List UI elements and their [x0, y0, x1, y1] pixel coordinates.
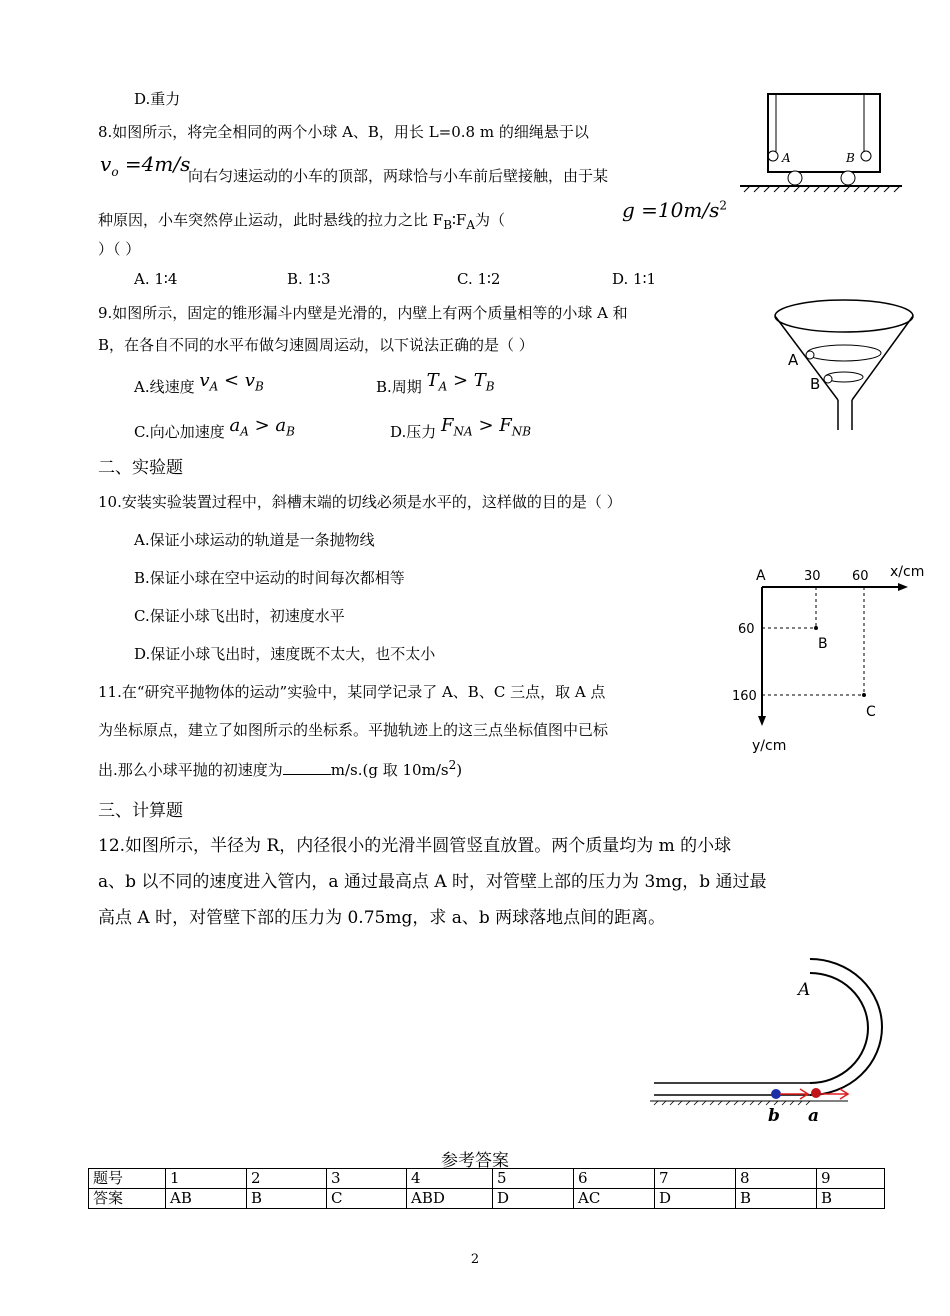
table-cell: 5 [493, 1169, 574, 1189]
table-cell: 9 [817, 1169, 885, 1189]
q11-coordinate-figure [728, 560, 943, 760]
q7-option-d: D.重力 [134, 90, 181, 108]
q10-option-c: C.保证小球飞出时，初速度水平 [134, 607, 345, 625]
table-cell: D [493, 1189, 574, 1209]
table-cell: 题号 [89, 1169, 166, 1189]
table-cell: 8 [736, 1169, 817, 1189]
section-calculation-heading: 三、计算题 [98, 801, 183, 821]
q12-fig-label-top: A [798, 980, 811, 1000]
q9-option-c: C.向心加速度 $a_A > a_B$ [134, 415, 295, 441]
q9-option-a: A.线速度 $v_A < v_B$ [134, 370, 264, 396]
answer-table [88, 1168, 885, 1209]
answers-title: 参考答案 [441, 1151, 509, 1171]
q8-cart-figure [740, 90, 910, 195]
q9-line1: 9.如图所示，固定的锥形漏斗内壁是光滑的，内壁上有两个质量相等的小球 A 和 [98, 304, 628, 322]
q11-fig-point-c: C [866, 704, 876, 720]
table-cell: C [327, 1189, 407, 1209]
table-cell: B [736, 1189, 817, 1209]
q11-fig-yaxis: y/cm [752, 738, 787, 754]
q11-answer-blank [283, 760, 331, 775]
q11-fig-x60: 60 [852, 569, 869, 584]
q12-line2: a、b 以不同的速度进入管内，a 通过最高点 A 时，对管壁上部的压力为 3mg，b 通过最 [98, 872, 767, 892]
q8-option-b: B. 1∶3 [287, 270, 331, 288]
q9-funnel-figure [772, 298, 922, 433]
table-cell: 3 [327, 1169, 407, 1189]
q8-fig-label-b: B [846, 151, 855, 165]
q10-option-d: D.保证小球飞出时，速度既不太大，也不太小 [134, 645, 436, 663]
q8-fig-label-a: A [782, 151, 791, 165]
table-cell: 4 [407, 1169, 493, 1189]
page-number: 2 [470, 1252, 480, 1267]
q9-option-d: D.压力 $F_{NA} > F_{NB}$ [390, 415, 532, 441]
q11-fig-xaxis: x/cm [890, 564, 925, 580]
table-cell: 2 [247, 1169, 327, 1189]
table-cell: D [655, 1189, 736, 1209]
q9-line2: B，在各自不同的水平布做匀速圆周运动，以下说法正确的是（ ） [98, 336, 534, 354]
q9-option-b: B.周期 $T_A > T_B$ [376, 370, 495, 396]
q8-g: $g =10m/s^2$ [622, 198, 727, 222]
q12-fig-label-a: a [808, 1106, 820, 1126]
table-cell: ABD [407, 1189, 493, 1209]
table-cell: 1 [166, 1169, 247, 1189]
answer-table-row [89, 1189, 885, 1209]
q9-fig-label-a: A [788, 351, 799, 369]
table-cell: B [817, 1189, 885, 1209]
q12-line3: 高点 A 时，对管壁下部的压力为 0.75mg，求 a、b 两球落地点间的距离。 [98, 908, 666, 928]
q12-tube-figure [648, 955, 898, 1130]
q8-line4: ）（ ） [98, 240, 141, 258]
table-cell: AC [574, 1189, 655, 1209]
q10-option-a: A.保证小球运动的轨道是一条抛物线 [134, 531, 375, 549]
q11-fig-origin: A [756, 568, 766, 584]
q11-line3: 出.那么小球平抛的初速度为 m/s.(g 取 $10m/s^2$) [98, 758, 463, 779]
q8-line1: 8.如图所示，将完全相同的两个小球 A、B，用长 L=0.8 m 的细绳悬于以 [98, 123, 589, 141]
table-cell: 6 [574, 1169, 655, 1189]
q11-fig-y60: 60 [738, 622, 755, 637]
table-cell: 答案 [89, 1189, 166, 1209]
q8-option-a: A. 1∶4 [134, 270, 178, 288]
q11-fig-x30: 30 [804, 569, 821, 584]
q8-option-c: C. 1∶2 [457, 270, 501, 288]
q10-stem: 10.安装实验装置过程中，斜槽末端的切线必须是水平的，这样做的目的是（ ） [98, 493, 622, 511]
q11-fig-y160: 160 [732, 689, 757, 704]
q12-line1: 12.如图所示，半径为 R，内径很小的光滑半圆管竖直放置。两个质量均为 m 的小球 [98, 836, 732, 856]
q9-fig-label-b: B [810, 375, 821, 393]
table-cell: AB [166, 1189, 247, 1209]
table-cell: 7 [655, 1169, 736, 1189]
q8-v0: $v_o =4m/s$ [100, 152, 191, 179]
q8-line2: 向右匀速运动的小车的顶部，两球恰与小车前后壁接触，由于某 [188, 167, 609, 185]
q8-option-d: D. 1∶1 [612, 270, 657, 288]
q8-line3: 种原因，小车突然停止运动，此时悬线的拉力之比 $F_B∶F_A$为（ [98, 211, 506, 232]
q12-fig-label-b: b [768, 1106, 780, 1126]
q11-fig-point-b: B [818, 636, 828, 652]
table-cell: B [247, 1189, 327, 1209]
q11-line2: 为坐标原点，建立了如图所示的坐标系。平抛轨迹上的这三点坐标值图中已标 [98, 721, 609, 739]
answer-table-header-row [89, 1169, 885, 1189]
section-experiment-heading: 二、实验题 [98, 458, 183, 478]
q11-line1: 11.在“研究平抛物体的运动”实验中，某同学记录了 A、B、C 三点，取 A 点 [98, 683, 606, 701]
q10-option-b: B.保证小球在空中运动的时间每次都相等 [134, 569, 405, 587]
